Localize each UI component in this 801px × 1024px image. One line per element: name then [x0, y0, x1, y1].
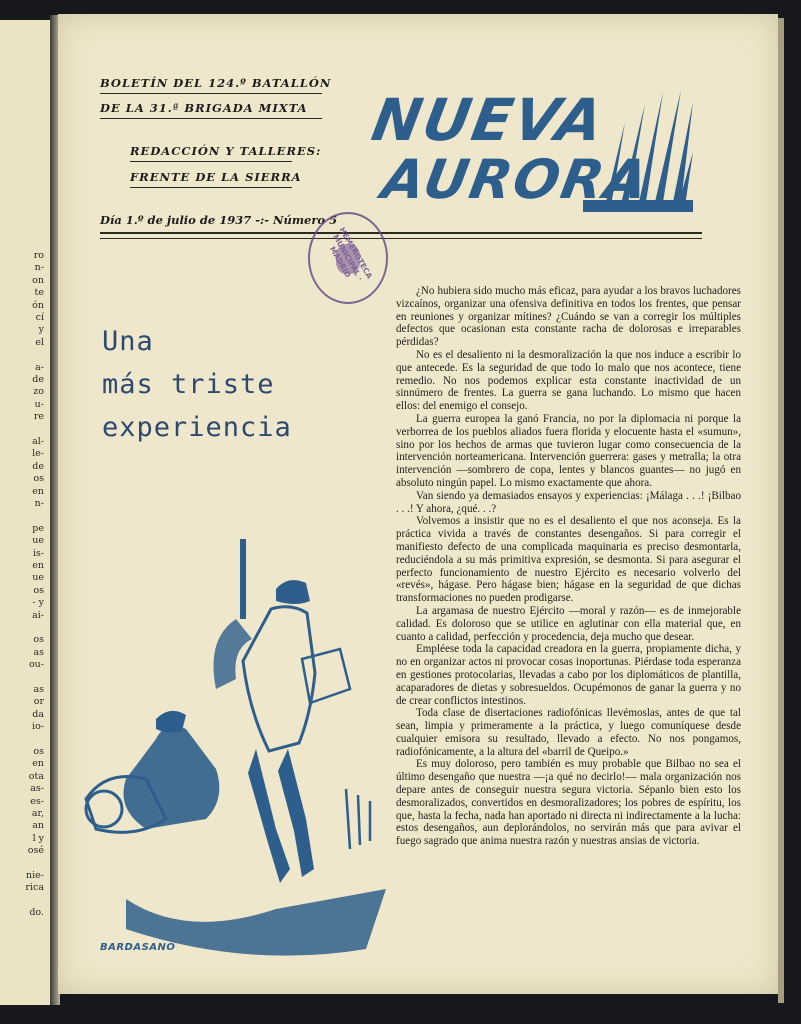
left-page-fragment: a- [35, 361, 44, 373]
article-paragraph: No es el desaliento ni la desmoralización la que nos induce a escribir lo que antecede. Es la seguridad de que todo lo malo que nos acontece, tiene remedio. No nos podemos explicar esta constante inactividad de un sinnúmero de frentes. La guerra se gana luchando. Lo mismo que hacen ellos: del enemigo el consejo. [396, 348, 741, 413]
left-page-fragment: os [33, 746, 44, 757]
soldiers-drawing-icon [66, 539, 396, 969]
left-page-fragment: le- [32, 448, 44, 460]
left-page-fragment: as [33, 684, 44, 695]
article-paragraph: Toda clase de disertaciones radiofónicas llevémoslas, antes de que tal sean, limpia y primeramente a la práctica, y luego comuníquese desde cualquier emisora su resultado, llevado a efecto. No nos pongamos, radiofónicamente, a la altura del «barril de Queipo.» [396, 707, 741, 758]
left-page-fragment: os [33, 634, 44, 646]
left-page-fragment: do. [29, 907, 44, 919]
header-rule [130, 161, 292, 162]
left-page-fragment: os [33, 473, 44, 485]
header-rule [100, 93, 322, 94]
left-facing-page [0, 20, 53, 1005]
masthead-word-nueva: NUEVA [367, 86, 611, 154]
left-page-fragment: on [32, 274, 44, 286]
left-page-fragment: y [38, 324, 44, 336]
article-paragraph: Van siendo ya demasiados ensayos y experiencias: ¡Málaga . . .! ¡Bilbao . . .! Y ahora, ¿qué. . .? [396, 489, 741, 515]
article-paragraph: Empléese toda la capacidad creadora en la guerra, propiamente dicha, y no en organizar actos ni provocar cosas inoportunas. Piérdase toda esperanza en gestiones protocolarias, llevadas a cabo por los diplomáticos de plantilla, acaparadores de dietas y sobresueldos. Ocupémonos de ganar la guerra y no de crear conflictos intestinos. [396, 643, 741, 707]
left-page-fragment: en [32, 758, 44, 770]
left-page-fragment: u- [34, 398, 44, 410]
headline-line-3: experiencia [102, 412, 292, 443]
masthead-logo [363, 82, 693, 217]
left-page-fragment: or [33, 696, 44, 708]
left-page-fragment: ar, [31, 808, 44, 819]
header-line-2: DE LA 31.ª BRIGADA MIXTA [100, 101, 308, 115]
left-page-fragment: en [32, 560, 44, 571]
left-page-fragment: osé [27, 845, 44, 857]
page-edge [778, 18, 784, 1003]
left-page-fragment: de [32, 460, 44, 472]
left-page-fragment: zo [33, 386, 44, 398]
left-page-fragment: nie- [26, 870, 44, 881]
left-page-fragment: os [33, 584, 44, 596]
left-page-fragment: an [32, 820, 44, 832]
left-page-fragment: io- [32, 721, 44, 733]
left-page-fragment: ro [33, 250, 44, 261]
left-page-fragment: en [32, 485, 44, 497]
stamp-text: HEMEROTECA MUNICIPAL · MADRID [327, 225, 375, 283]
headline-line-1: Una [102, 326, 154, 357]
artist-signature: BARDASANO [100, 942, 176, 953]
article-paragraph: Es muy doloroso, pero también es muy probable que Bilbao no sea el último desengaño que nuestra —¡a qué no decirlo!— mala organización nos depare antes de conseguir nuestra segura victoria. Sépanlo bien esto los desmoralizados, convertidos en desmoralizadores; los pobres de espíritu, los que, hasta la fecha, nada han aportado ni directa ni indirectamente a la lucha: estos desengaños, aun deplorándolos, no servirán más que para avivar el fuego sagrado que anima nuestra razón y nuestras ansias de victoria. [396, 758, 741, 848]
header-line-4: FRENTE DE LA SIERRA [130, 170, 302, 184]
left-page-fragment: te [34, 287, 44, 299]
header-line-3: REDACCIÓN Y TALLERES: [130, 144, 322, 158]
dateline: Día 1.º de julio de 1937 -:- Número 5 [100, 213, 338, 227]
left-page-fragment: al- [32, 436, 44, 447]
left-page-fragment: n- [34, 262, 44, 274]
header-line-1: BOLETÍN DEL 124.º BATALLÓN [100, 76, 332, 90]
left-page-fragment: pe [32, 522, 44, 534]
left-page-fragment: es- [30, 795, 44, 807]
header-rule [130, 187, 292, 188]
article-body [396, 285, 741, 848]
left-page-fragment: is- [32, 547, 44, 559]
left-page-fragment: rica [25, 882, 44, 894]
left-page-fragment: ai- [32, 609, 44, 621]
soldiers-illustration [66, 539, 396, 969]
left-page-fragment: ou- [28, 659, 44, 671]
double-rule-bottom [100, 238, 702, 239]
article-paragraph: Volvemos a insistir que no es el desaliento el que nos aconseja. Es la práctica vivida a través de constantes desengaños. Si para corregir el manifiesto defecto de una complicada maquinaria es preciso desmontarla, reduciéndola a su más primitiva expresión, se desmonta. Si para asegurar el perfecto funcionamiento de nuestro Ejército es necesario volverlo del «revés», hágase. Pero hágase bien; hágase en la seguridad de que dichas transformaciones no pueden prodigarse. [396, 515, 741, 605]
article-paragraph: ¿No hubiera sido mucho más eficaz, para ayudar a los bravos luchadores vizcaínos, organizar una ofensiva definitiva en todos los frentes, que pensar en reuniones y organizar mítines? ¿Cuándo se van a corregir los múltiples defectos que ocasionan esta constante racha de dolorosas e irreparables pérdidas? [396, 285, 741, 349]
left-page-fragment: as [33, 646, 44, 658]
masthead-word-aurora: AURORA [377, 148, 655, 211]
left-page-fragment: ón [32, 299, 44, 311]
left-page-fragment: ota [28, 770, 44, 782]
double-rule-top [100, 232, 702, 234]
left-page-fragment: as- [30, 783, 44, 795]
article-paragraph: La guerra europea la ganó Francia, no por la diplomacia ni porque la verborrea de los pueblos aliados fuera florida y elocuente hasta el «sumun», sino por los hechos de armas que tuvieron lugar como consecuencia de la intervención norteamericana. Intervención guerrera: gases y metralla; la otra intervención —sombrero de copa, lentes y blancos guantes— no jugó en absoluto ningún papel. Lo mismo exactamente que ahora. [396, 412, 741, 489]
left-page-fragment: ue [32, 535, 44, 547]
article-headline [102, 320, 292, 449]
left-page-fragment: cí [35, 312, 44, 323]
left-page-fragment: ue [32, 572, 44, 584]
library-stamp [308, 212, 388, 304]
header-rule [100, 118, 322, 119]
article-paragraph: La argamasa de nuestro Ejército —moral y razón— es de inmejorable calidad. Es doloroso que se utilice en aglutinar con ella material que, en cuanto a calidad, perfección y procedencia, deja mucho que desear. [396, 604, 741, 643]
left-page-fragment: l y [32, 832, 44, 844]
left-page-fragment: da [32, 708, 44, 720]
headline-line-2: más triste [102, 369, 275, 400]
left-page-fragment: de [32, 374, 44, 385]
left-page-fragment: n- [34, 498, 44, 509]
newspaper-page [58, 14, 778, 994]
left-page-fragment: - y [32, 597, 44, 609]
left-page-fragment: el [35, 336, 44, 348]
left-page-fragment: re [33, 411, 44, 423]
